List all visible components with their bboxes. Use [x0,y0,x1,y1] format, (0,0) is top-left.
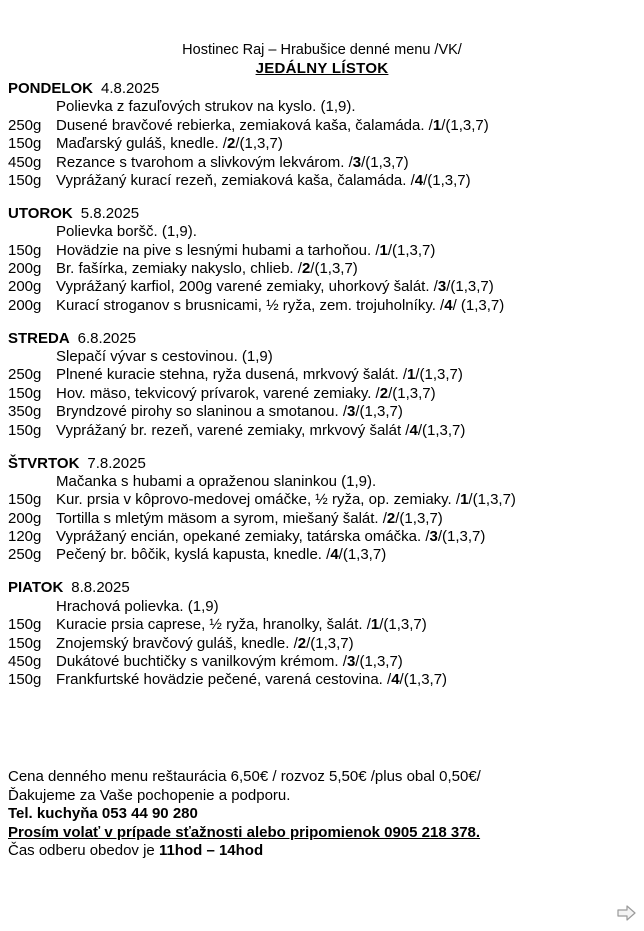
meal-weight: 150g [8,171,42,189]
day-section-tuesday [8,205,638,315]
meal-weight: 150g [8,241,42,259]
day-date: 7.8.2025 [87,454,146,472]
meal-allergens: /(1,3,7) [395,509,443,527]
thanks-note: Ďakujeme za Vaše pochopenie a podporu. [8,786,291,804]
soup-item: Polievka z fazuľových strukov na kyslo. (1,9). [56,98,356,116]
day-header [8,80,638,98]
day-name: UTOROK [8,204,73,222]
meal-allergens: /(1,3,7) [310,260,358,278]
menu-number: 2 [386,509,396,527]
meal-allergens: /(1,3,7) [388,384,436,402]
meal-allergens: /(1,3,7) [415,366,463,384]
meal-text: Plnené kuracie stehna, ryža dusená, mrkvový šalát. / [56,366,408,384]
meal-weight: 120g [8,528,42,546]
meal-weight: 150g [8,634,42,652]
menu-number: 1 [432,116,442,134]
meal-text: Vyprážaný karfiol, 200g varené zemiaky, uhorkový šalát. / [56,278,438,296]
meal-text: Vyprážaný br. rezeň, varené zemiaky, mrkvový šalát / [56,421,410,439]
meal-allergens: /(1,3,7) [399,671,448,689]
meal-text: Dukátové buchtičky s vanilkovým krémom. / [56,652,347,670]
kitchen-phone: Tel. kuchyňa 053 44 90 280 [8,805,198,823]
meal-text: Kuracie prsia caprese, ½ ryža, hranolky, šalát. / [56,616,371,634]
soup-item: Slepačí vývar s cestovinou. (1,9) [56,348,273,366]
meal-text: Bryndzové pirohy so slaninou a smotanou. / [56,403,347,421]
page-title: JEDÁLNY LÍSTOK [255,60,389,77]
day-section-friday [8,579,638,689]
meal-weight: 150g [8,671,42,689]
meal-item [8,117,638,135]
complaint-contact: Prosím volať v prípade sťažnosti alebo pripomienok 0905 218 378. [8,823,481,841]
meal-allergens: /(1,3,7) [437,528,486,546]
meal-item [8,671,638,689]
meal-item [8,546,638,564]
meal-weight: 450g [8,153,42,171]
day-date: 8.8.2025 [71,579,130,597]
meal-text: Hovädzie na pive s lesnými hubami a tarhoňou. / [56,241,380,259]
meal-allergens: /(1,3,7) [468,491,516,509]
meal-text: Frankfurtské hovädzie pečené, varená cestovina. / [56,671,392,689]
menu-number: 1 [370,616,380,634]
soup-item: Polievka boršč. (1,9). [56,223,197,241]
day-header [8,330,638,348]
meal-allergens: /(1,3,7) [379,616,427,634]
meal-weight: 250g [8,366,42,384]
meal-text: Hov. mäso, tekvicový prívarok, varené zemiaky. / [56,384,380,402]
meal-weight: 200g [8,509,42,527]
meal-allergens: /(1,3,7) [423,171,471,189]
menu-number: 2 [226,135,236,153]
day-section-thursday [8,455,638,565]
meal-weight: 450g [8,652,42,670]
meal-weight: 150g [8,384,42,402]
meal-allergens: /(1,3,7) [355,652,403,670]
menu-number: 1 [379,241,388,259]
footer-info [8,768,638,861]
soup-item: Hrachová polievka. (1,9) [56,597,219,615]
meal-text: Rezance s tvarohom a slivkovým lekvárom. / [56,153,353,171]
menu-number: 4 [409,421,418,439]
days-list [8,80,638,704]
meal-item [8,242,638,260]
menu-number: 4 [414,171,424,189]
soup-item: Mačanka s hubami a opraženou slaninkou (1,9). [56,472,377,490]
meal-text: Kurací stroganov s brusnicami, ½ ryža, zem. trojuholníky. / [56,296,445,314]
menu-number: 3 [437,278,447,296]
meal-item [8,422,638,440]
day-section-monday [8,80,638,190]
day-name: ŠTVRTOK [8,454,80,472]
menu-number: 2 [301,260,311,278]
meal-allergens: /(1,3,7) [338,546,387,564]
meal-weight: 150g [8,616,42,634]
meal-item [8,510,638,528]
meal-allergens: /(1,3,7) [355,403,403,421]
meal-item [8,528,638,546]
menu-number: 4 [444,296,453,314]
day-header [8,455,638,473]
menu-number: 3 [346,652,356,670]
meal-allergens: /(1,3,7) [387,241,436,259]
pickup-time [8,842,638,861]
day-name: STREDA [8,329,70,347]
meal-text: Vyprážaný kurací rezeň, zemiaková kaša, čalamáda. / [56,171,415,189]
restaurant-header: Hostinec Raj – Hrabušice denné menu /VK/ [182,42,462,58]
menu-number: 3 [352,153,362,171]
meal-item [8,278,638,296]
meal-allergens: /(1,3,7) [361,153,409,171]
day-header [8,205,638,223]
pickup-hours: 11hod – 14hod [158,842,264,860]
menu-number: 3 [429,528,438,546]
day-date: 4.8.2025 [101,80,160,97]
meal-weight: 350g [8,403,42,421]
meal-allergens: /(1,3,7) [441,116,489,134]
meal-item [8,653,638,671]
menu-number: 3 [347,403,356,421]
meal-item [8,172,638,190]
meal-text: Maďarský guláš, knedle. / [56,135,227,153]
meal-weight: 150g [8,491,42,509]
meal-allergens: /(1,3,7) [417,421,466,439]
menu-number: 2 [379,384,389,402]
meal-item [8,297,638,315]
meal-text: Znojemský bravčový guláš, knedle. / [56,634,298,652]
meal-item [8,635,638,653]
meal-item [8,260,638,278]
meal-weight: 250g [8,116,42,134]
meal-weight: 200g [8,296,42,314]
day-date: 6.8.2025 [77,329,137,347]
meal-weight: 200g [8,278,42,296]
day-name: PIATOK [8,579,64,597]
meal-allergens: /(1,3,7) [235,135,283,153]
meal-item [8,366,638,384]
meal-allergens: / (1,3,7) [452,296,505,314]
meal-text: Vyprážaný encián, opekané zemiaky, tatárska omáčka. / [56,528,430,546]
menu-number: 1 [460,491,469,509]
meal-allergens: /(1,3,7) [446,278,494,296]
meal-weight: 150g [8,421,42,439]
meal-item [8,491,638,509]
meal-weight: 200g [8,260,42,278]
meal-item [8,616,638,634]
meal-item [8,135,638,153]
meal-text: Pečený br. bôčik, kyslá kapusta, knedle. / [56,546,331,564]
day-section-wednesday [8,330,638,440]
meal-weight: 250g [8,546,42,564]
next-page-arrow-icon[interactable] [617,904,637,922]
meal-item [8,403,638,421]
price-info: Cena denného menu reštaurácia 6,50€ / rozvoz 5,50€ /plus obal 0,50€/ [8,768,481,785]
day-date: 5.8.2025 [80,204,140,222]
meal-item [8,385,638,403]
meal-text: Kur. prsia v kôprovo-medovej omáčke, ½ ryža, op. zemiaky. / [56,491,461,509]
menu-number: 4 [330,546,339,564]
meal-text: Br. fašírka, zemiaky nakyslo, chlieb. / [56,260,302,278]
menu-number: 1 [407,366,416,384]
meal-weight: 150g [8,135,42,153]
pickup-label: Čas odberu obedov je [8,842,159,860]
meal-item [8,154,638,172]
day-name: PONDELOK [8,80,94,97]
menu-number: 4 [391,671,400,689]
day-header [8,579,638,597]
meal-text: Dusené bravčové rebierka, zemiaková kaša, čalamáda. / [56,116,433,134]
meal-allergens: /(1,3,7) [306,634,354,652]
meal-text: Tortilla s mletým mäsom a syrom, miešaný šalát. / [56,509,387,527]
menu-number: 2 [297,634,307,652]
